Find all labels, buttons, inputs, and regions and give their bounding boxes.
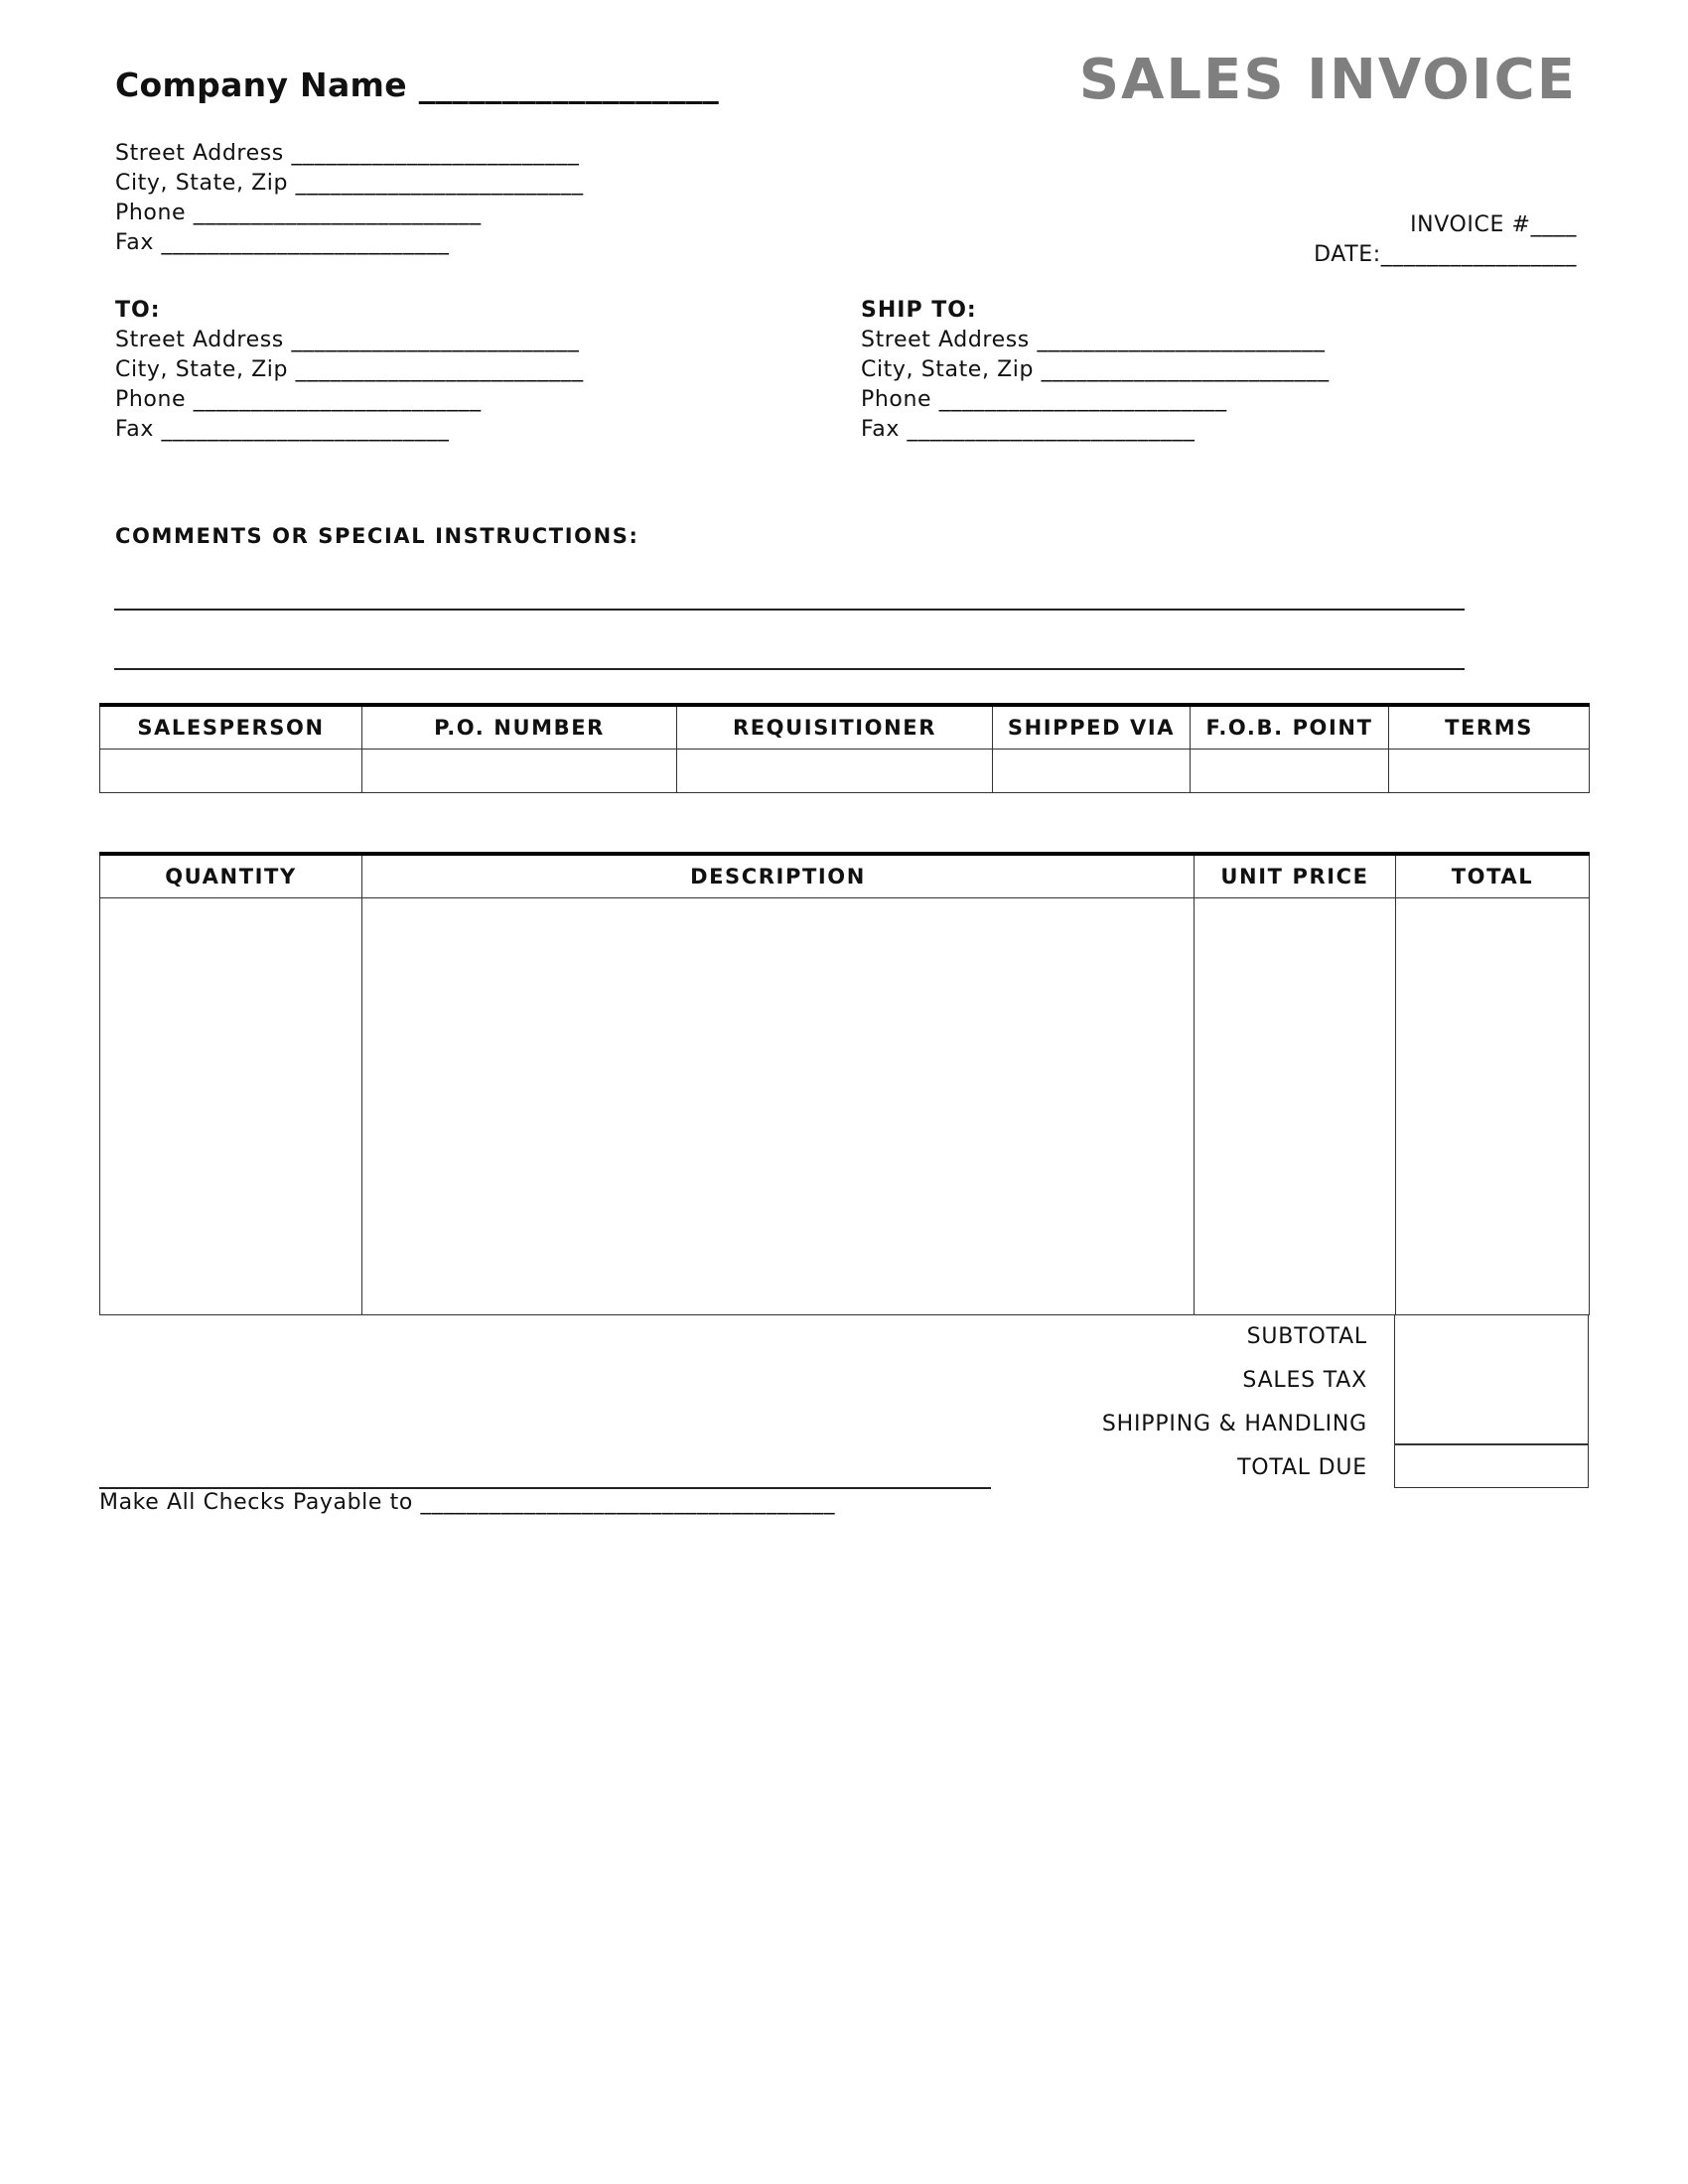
shipping-handling-label: SHIPPING & HANDLING: [1101, 1412, 1367, 1436]
company-street-field[interactable]: Street Address _________________________: [115, 141, 580, 166]
unit-price-cell[interactable]: [1195, 898, 1396, 1315]
line-items-table: [99, 852, 1590, 1315]
total-due-label: TOTAL DUE: [1237, 1455, 1367, 1480]
order-info-table: [99, 703, 1590, 793]
subtotal-label: SUBTOTAL: [1246, 1324, 1367, 1349]
signature-line[interactable]: [99, 1487, 991, 1489]
bill-to-block: [115, 296, 584, 445]
requisitioner-cell[interactable]: [677, 750, 993, 793]
total-due-divider: [1395, 1443, 1588, 1445]
total-header: TOTAL: [1396, 854, 1590, 898]
comments-label: COMMENTS OR SPECIAL INSTRUCTIONS:: [115, 524, 639, 548]
ship-to-label: SHIP TO:: [861, 298, 977, 323]
company-phone-field[interactable]: Phone _________________________: [115, 201, 482, 225]
invoice-number-field[interactable]: INVOICE #____: [1410, 212, 1577, 237]
table-row: [100, 898, 1590, 1315]
ship-to-street-field[interactable]: Street Address _________________________: [861, 328, 1326, 352]
invoice-meta: [1314, 210, 1577, 270]
quantity-cell[interactable]: [100, 898, 362, 1315]
fob-point-header: F.O.B. POINT: [1191, 705, 1389, 750]
po-number-cell[interactable]: [362, 750, 677, 793]
totals-labels: [1102, 1315, 1367, 1490]
quantity-header: QUANTITY: [100, 854, 362, 898]
shipped-via-header: SHIPPED VIA: [993, 705, 1191, 750]
salesperson-header: SALESPERSON: [100, 705, 362, 750]
bill-to-fax-field[interactable]: Fax _________________________: [115, 417, 450, 442]
table-row: [100, 750, 1590, 793]
company-fax-field[interactable]: Fax _________________________: [115, 230, 450, 255]
line-total-cell[interactable]: [1396, 898, 1590, 1315]
bill-to-label: TO:: [115, 298, 161, 323]
ship-to-phone-field[interactable]: Phone _________________________: [861, 387, 1227, 412]
terms-header: TERMS: [1389, 705, 1590, 750]
comments-line-2[interactable]: [114, 668, 1465, 670]
salesperson-cell[interactable]: [100, 750, 362, 793]
ship-to-fax-field[interactable]: Fax _________________________: [861, 417, 1196, 442]
company-name[interactable]: Company Name __________________: [115, 66, 720, 104]
po-number-header: P.O. NUMBER: [362, 705, 677, 750]
ship-to-city-field[interactable]: City, State, Zip _________________________: [861, 357, 1330, 382]
ship-to-block: [861, 296, 1330, 445]
company-city-field[interactable]: City, State, Zip _________________________: [115, 171, 584, 196]
description-cell[interactable]: [362, 898, 1195, 1315]
totals-values-box[interactable]: [1394, 1314, 1589, 1488]
fob-point-cell[interactable]: [1191, 750, 1389, 793]
invoice-title: SALES INVOICE: [1078, 48, 1577, 112]
bill-to-phone-field[interactable]: Phone _________________________: [115, 387, 482, 412]
company-address-block: [115, 139, 584, 258]
description-header: DESCRIPTION: [362, 854, 1195, 898]
bill-to-street-field[interactable]: Street Address _________________________: [115, 328, 580, 352]
checks-payable-to[interactable]: Make All Checks Payable to ____________________________________: [99, 1490, 836, 1515]
sales-tax-label: SALES TAX: [1242, 1368, 1367, 1393]
bill-to-city-field[interactable]: City, State, Zip _________________________: [115, 357, 584, 382]
date-field[interactable]: DATE:_________________: [1314, 242, 1577, 267]
terms-cell[interactable]: [1389, 750, 1590, 793]
comments-line-1[interactable]: [114, 609, 1465, 611]
requisitioner-header: REQUISITIONER: [677, 705, 993, 750]
unit-price-header: UNIT PRICE: [1195, 854, 1396, 898]
shipped-via-cell[interactable]: [993, 750, 1191, 793]
